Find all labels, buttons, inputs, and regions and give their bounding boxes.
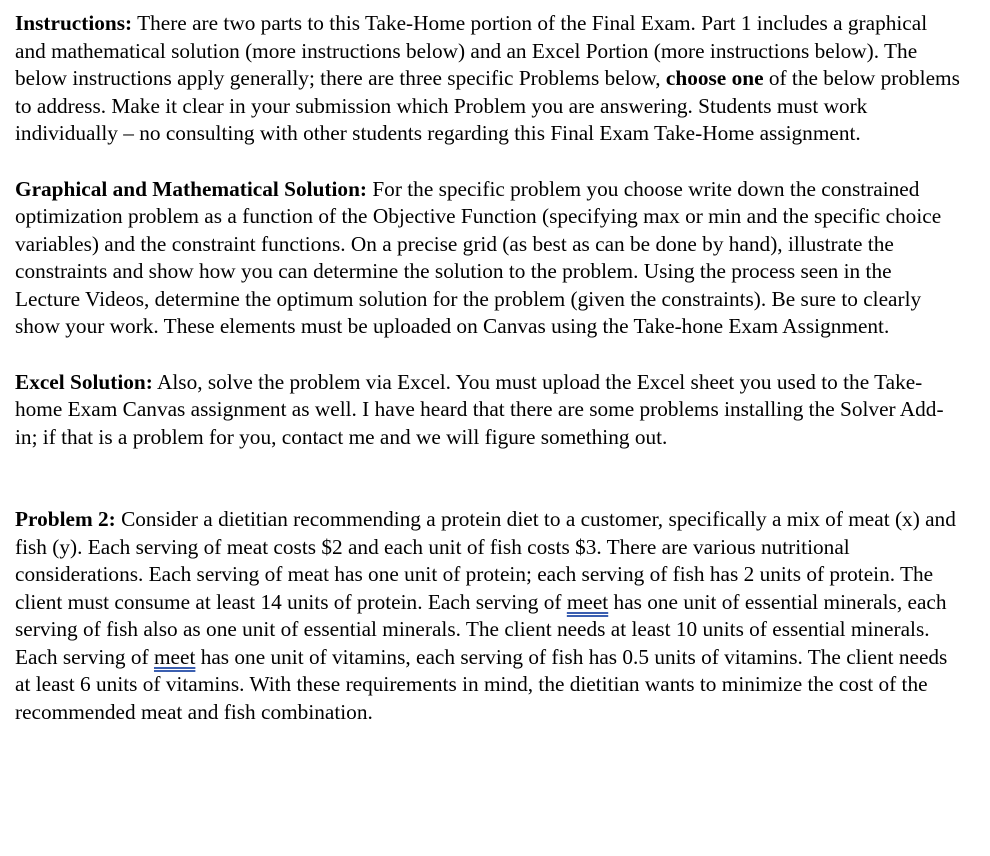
graphical-solution-paragraph [15,176,960,341]
excel-solution-paragraph [15,369,960,452]
instructions-heading: Instructions: [15,11,133,35]
excel-solution-heading: Excel Solution: [15,369,153,394]
paragraph-spacer [15,341,990,369]
paragraph-spacer [15,451,990,506]
problem-2-text-a: Consider a dietitian recommending a protein diet to a customer, specifically a mix of meat (x) and fish (y). Each serving of meat costs $2 and each unit of fish costs $3. There are various nutritional considerations. Each serving of meat has one unit of protein; each serving of fish has 2 units of protein. The client must consume at least 14 units of protein. Each serving of [15,507,956,614]
spellcheck-flagged-word[interactable]: meet [566,589,609,614]
problem-2-paragraph [15,506,960,726]
graphical-solution-text: For the specific problem you choose write down the constrained optimization problem as a function of the Objective Function (specifying max or min and the specific choice variables) and the constraint functions. On a precise grid (as best as can be done by hand), illustrate the constraints and show how you can determine the solution to the problem. Using the process seen in the Lecture Videos, determine the optimum solution for the problem (given the constraints). Be sure to clearly show your work. These elements must be uploaded on Canvas using the Take-hone Exam Assignment. [15,176,942,338]
instructions-text-b: of the below problems to address. Make it clear in your submission which Problem you are answering. Students must work individually – no consulting with other students regarding this Final Exam Take-Home assignment. [15,66,960,145]
graphical-solution-heading: Graphical and Mathematical Solution: [15,176,368,201]
paragraph-spacer [15,148,990,176]
instructions-paragraph [15,10,960,148]
problem-2-text-b: has one unit of essential minerals, each serving of fish also as one unit of essential minerals. The client needs at least 10 units of essential minerals. Each serving of [15,589,947,669]
excel-solution-text: Also, solve the problem via Excel. You must upload the Excel sheet you used to the Take-home Exam Canvas assignment as well. I have heard that there are some problems installing the Solver Add-in; if that is a problem for you, contact me and we will figure something out. [15,369,944,449]
problem-2-text-c: has one unit of vitamins, each serving of fish has 0.5 units of vitamins. The client needs at least 6 units of vitamins. With these requirements in mind, the dietitian wants to minimize the cost of the recommended meat and fish combination. [15,644,948,724]
problem-2-heading: Problem 2: [15,507,116,531]
instructions-text-a: There are two parts to this Take-Home portion of the Final Exam. Part 1 includes a graphical and mathematical solution (more instructions below) and an Excel Portion (more instructions below). The below instructions apply generally; there are three specific Problems below, [15,11,928,90]
spellcheck-flagged-word[interactable]: meet [153,644,196,669]
instructions-emphasis: choose one [665,66,764,90]
